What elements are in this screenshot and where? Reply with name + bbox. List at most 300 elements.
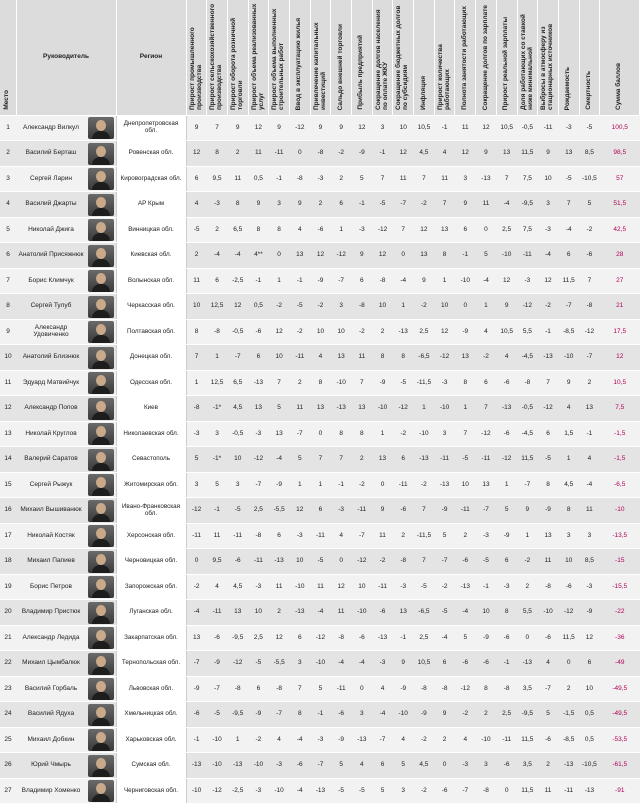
score-cell: 5 xyxy=(455,625,476,651)
score-cell: 10 xyxy=(455,472,476,498)
table-row xyxy=(0,243,640,269)
score-cell: 9 xyxy=(414,268,435,294)
score-cell: -5,5 xyxy=(269,498,290,524)
score-cell: -13 xyxy=(310,778,331,804)
score-cell: 9 xyxy=(352,243,373,269)
table-row xyxy=(0,600,640,626)
score-cell: 2 xyxy=(476,702,497,728)
region-cell: Ровенская обл. xyxy=(116,141,186,167)
score-cell: 7 xyxy=(496,166,517,192)
score-cell: -11 xyxy=(434,447,455,473)
score-cell: -7 xyxy=(372,727,393,753)
score-cell: 2 xyxy=(372,319,393,345)
total-score: -6,5 xyxy=(600,472,640,498)
photo-cell xyxy=(86,676,116,702)
score-cell: 1 xyxy=(269,268,290,294)
score-cell: -6 xyxy=(186,702,207,728)
score-cell: -7 xyxy=(455,778,476,804)
score-cell: 11,5 xyxy=(558,268,579,294)
header-indicator: Ввод в эксплуатацию жилья xyxy=(289,0,310,115)
score-cell: 3 xyxy=(434,421,455,447)
score-cell: -4 xyxy=(289,778,310,804)
score-cell: 10,5 xyxy=(414,651,435,677)
score-cell: -2 xyxy=(579,217,600,243)
score-cell: 8 xyxy=(207,141,228,167)
score-cell: 4 xyxy=(352,753,373,779)
place-cell: 2 xyxy=(0,141,16,167)
score-cell: 13 xyxy=(434,217,455,243)
score-cell: 4 xyxy=(269,727,290,753)
score-cell: -10,5 xyxy=(579,753,600,779)
score-cell: -10 xyxy=(207,727,228,753)
table-row xyxy=(0,447,640,473)
score-cell: -10 xyxy=(434,396,455,422)
score-cell: -13 xyxy=(517,651,538,677)
score-cell: -2 xyxy=(517,549,538,575)
leader-name: Анатолий Присяжнюк xyxy=(16,243,86,269)
score-cell: 2,5 xyxy=(496,217,517,243)
score-cell: -8 xyxy=(496,676,517,702)
score-cell: 12 xyxy=(455,141,476,167)
score-cell: -12 xyxy=(248,447,269,473)
score-cell: 8 xyxy=(538,472,559,498)
score-cell: -9,5 xyxy=(227,625,248,651)
score-cell: 8 xyxy=(269,217,290,243)
score-cell: 2 xyxy=(558,676,579,702)
score-cell: -10 xyxy=(310,651,331,677)
score-cell: 3 xyxy=(186,472,207,498)
score-cell: -11 xyxy=(227,523,248,549)
region-cell: Львовская обл. xyxy=(116,676,186,702)
score-cell: -10 xyxy=(455,268,476,294)
table-header xyxy=(0,0,640,115)
region-cell: Одесская обл. xyxy=(116,370,186,396)
table-row xyxy=(0,676,640,702)
score-cell: 5 xyxy=(352,166,373,192)
score-cell: -12 xyxy=(227,651,248,677)
score-cell: -8 xyxy=(579,294,600,320)
region-cell: Луганская обл. xyxy=(116,600,186,626)
score-cell: -6 xyxy=(372,600,393,626)
region-cell: Запорожская обл. xyxy=(116,574,186,600)
header-place: Место xyxy=(0,0,16,115)
score-cell: 12 xyxy=(227,294,248,320)
score-cell: -8 xyxy=(186,396,207,422)
region-cell: Херсонская обл. xyxy=(116,523,186,549)
photo-cell xyxy=(86,294,116,320)
table-row xyxy=(0,294,640,320)
score-cell: -9 xyxy=(352,141,373,167)
region-cell: Полтавская обл. xyxy=(116,319,186,345)
leader-name: Николай Костяк xyxy=(16,523,86,549)
score-cell: -4 xyxy=(538,243,559,269)
score-cell: 9,5 xyxy=(207,166,228,192)
total-score: 10,5 xyxy=(600,370,640,396)
place-cell: 4 xyxy=(0,192,16,218)
place-cell: 15 xyxy=(0,472,16,498)
score-cell: -6 xyxy=(227,549,248,575)
score-cell: 8 xyxy=(393,345,414,371)
portrait-photo xyxy=(88,729,114,751)
score-cell: 6 xyxy=(538,421,559,447)
score-cell: -10 xyxy=(372,396,393,422)
score-cell: -5 xyxy=(538,447,559,473)
score-cell: -4 xyxy=(331,651,352,677)
score-cell: -3 xyxy=(476,523,497,549)
score-cell: -13 xyxy=(186,753,207,779)
score-cell: -9 xyxy=(310,268,331,294)
score-cell: 9 xyxy=(186,115,207,141)
place-cell: 8 xyxy=(0,294,16,320)
header-total: Сумма баллов xyxy=(600,0,640,115)
score-cell: 6 xyxy=(310,498,331,524)
score-cell: -6 xyxy=(496,625,517,651)
score-cell: 10 xyxy=(579,676,600,702)
region-cell: Винницкая обл. xyxy=(116,217,186,243)
score-cell: 1 xyxy=(414,396,435,422)
score-cell: 10 xyxy=(538,166,559,192)
score-cell: 13 xyxy=(455,345,476,371)
score-cell: 12 xyxy=(372,243,393,269)
score-cell: -8 xyxy=(207,319,228,345)
score-cell: -13 xyxy=(579,778,600,804)
score-cell: 11 xyxy=(372,523,393,549)
score-cell: 4,5 xyxy=(558,472,579,498)
score-cell: 5 xyxy=(310,676,331,702)
score-cell: 7 xyxy=(352,370,373,396)
score-cell: 7 xyxy=(579,268,600,294)
score-cell: 0,5 xyxy=(248,166,269,192)
score-cell: -11 xyxy=(331,676,352,702)
score-cell: -6 xyxy=(289,753,310,779)
portrait-photo xyxy=(88,704,114,726)
score-cell: -8 xyxy=(331,625,352,651)
score-cell: -5 xyxy=(186,217,207,243)
score-cell: -3 xyxy=(434,370,455,396)
score-cell: 13 xyxy=(414,243,435,269)
region-cell: Тернопольская обл. xyxy=(116,651,186,677)
score-cell: 9 xyxy=(393,651,414,677)
score-cell: -11 xyxy=(352,498,373,524)
place-cell: 20 xyxy=(0,600,16,626)
score-cell: 11,5 xyxy=(517,447,538,473)
score-cell: 13 xyxy=(186,625,207,651)
score-cell: -5 xyxy=(558,166,579,192)
score-cell: 5 xyxy=(289,447,310,473)
region-cell: Ивано-Франковская обл. xyxy=(116,498,186,524)
total-score: 98,5 xyxy=(600,141,640,167)
score-cell: -3 xyxy=(331,498,352,524)
score-cell: 5 xyxy=(434,523,455,549)
score-cell: -13 xyxy=(393,319,414,345)
portrait-photo xyxy=(88,347,114,369)
score-cell: 4 xyxy=(331,523,352,549)
score-cell: 0 xyxy=(455,294,476,320)
score-cell: -13 xyxy=(331,396,352,422)
score-cell: -11 xyxy=(496,727,517,753)
total-score: -10 xyxy=(600,498,640,524)
portrait-photo xyxy=(88,474,114,496)
header-indicator: Прирост объема выполненных строительных работ xyxy=(269,0,290,115)
score-cell: 11 xyxy=(207,523,228,549)
score-cell: -12 xyxy=(310,625,331,651)
score-cell: 3 xyxy=(476,753,497,779)
score-cell: -6 xyxy=(538,727,559,753)
score-cell: -12 xyxy=(434,345,455,371)
score-cell: 4 xyxy=(186,192,207,218)
leader-name: Александр Вилкул xyxy=(16,115,86,141)
score-cell: 4 xyxy=(372,676,393,702)
total-score: -1,5 xyxy=(600,421,640,447)
score-cell: -13 xyxy=(455,574,476,600)
header-indicator: Полнота занятости работающих xyxy=(455,0,476,115)
score-cell: -12 xyxy=(538,396,559,422)
score-cell: -9,5 xyxy=(517,702,538,728)
score-cell: 8 xyxy=(558,498,579,524)
score-cell: -2 xyxy=(352,319,373,345)
region-cell: Сумская обл. xyxy=(116,753,186,779)
leader-name: Михаил Вышиванюк xyxy=(16,498,86,524)
portrait-photo xyxy=(88,576,114,598)
score-cell: 7 xyxy=(207,115,228,141)
leader-name: Василий Джарты xyxy=(16,192,86,218)
score-cell: 12 xyxy=(248,115,269,141)
leader-name: Сергей Тулуб xyxy=(16,294,86,320)
score-cell: 12 xyxy=(414,217,435,243)
score-cell: 10 xyxy=(352,574,373,600)
portrait-photo xyxy=(88,143,114,165)
score-cell: -7 xyxy=(517,472,538,498)
score-cell: -6 xyxy=(248,319,269,345)
score-cell: -2 xyxy=(393,421,414,447)
table-row xyxy=(0,166,640,192)
score-cell: 2 xyxy=(269,600,290,626)
score-cell: 6 xyxy=(372,753,393,779)
photo-cell xyxy=(86,523,116,549)
score-cell: 4 xyxy=(455,727,476,753)
score-cell: -7 xyxy=(227,345,248,371)
score-cell: 10 xyxy=(434,294,455,320)
score-cell: -12 xyxy=(558,600,579,626)
total-score: -49 xyxy=(600,651,640,677)
score-cell: 10 xyxy=(248,600,269,626)
score-cell: 7 xyxy=(414,166,435,192)
score-cell: -11 xyxy=(393,472,414,498)
score-cell: 3 xyxy=(331,294,352,320)
score-cell: -5 xyxy=(414,574,435,600)
score-cell: 3 xyxy=(455,166,476,192)
score-cell: 7 xyxy=(558,192,579,218)
score-cell: 6 xyxy=(496,549,517,575)
table-row xyxy=(0,625,640,651)
score-cell: -12 xyxy=(289,115,310,141)
score-cell: -6 xyxy=(496,370,517,396)
score-cell: 4 xyxy=(476,319,497,345)
region-cell: Хмельницкая обл. xyxy=(116,702,186,728)
header-indicator: Доля работающих со ставкой ниже минимальной xyxy=(517,0,538,115)
score-cell: 11 xyxy=(538,549,559,575)
score-cell: 4 xyxy=(434,141,455,167)
portrait-photo xyxy=(88,551,114,573)
score-cell: -8 xyxy=(269,676,290,702)
score-cell: -10 xyxy=(331,370,352,396)
score-cell: -5 xyxy=(331,778,352,804)
score-cell: -1 xyxy=(331,472,352,498)
score-cell: -6 xyxy=(476,651,497,677)
score-cell: 12 xyxy=(352,115,373,141)
total-score: 57 xyxy=(600,166,640,192)
place-cell: 26 xyxy=(0,753,16,779)
header-indicator: Смертность xyxy=(579,0,600,115)
total-score: -36 xyxy=(600,625,640,651)
score-cell: 11 xyxy=(393,166,414,192)
score-cell: -6 xyxy=(455,549,476,575)
place-cell: 16 xyxy=(0,498,16,524)
header-region: Регион xyxy=(116,0,186,115)
score-cell: 10,5 xyxy=(496,115,517,141)
score-cell: 11 xyxy=(352,345,373,371)
header-indicator: Прирост сельскохозяйственного производства xyxy=(207,0,228,115)
portrait-photo xyxy=(88,449,114,471)
score-cell: 3 xyxy=(207,421,228,447)
score-cell: 10 xyxy=(331,319,352,345)
score-cell: 6 xyxy=(393,447,414,473)
score-cell: 12,5 xyxy=(207,294,228,320)
score-cell: -4,5 xyxy=(517,345,538,371)
portrait-photo xyxy=(88,602,114,624)
score-cell: -2 xyxy=(434,574,455,600)
table-row xyxy=(0,268,640,294)
portrait-photo xyxy=(88,398,114,420)
score-cell: 10 xyxy=(558,549,579,575)
score-cell: 5 xyxy=(476,243,497,269)
score-cell: 4 xyxy=(496,345,517,371)
score-cell: 12 xyxy=(476,115,497,141)
score-cell: -7 xyxy=(476,498,497,524)
score-cell: -13 xyxy=(558,753,579,779)
score-cell: -0,5 xyxy=(227,421,248,447)
score-cell: 8 xyxy=(289,702,310,728)
score-cell: -0,5 xyxy=(227,319,248,345)
score-cell: -8 xyxy=(227,676,248,702)
score-cell: 13 xyxy=(393,600,414,626)
score-cell: 0 xyxy=(393,243,414,269)
score-cell: -7 xyxy=(331,268,352,294)
score-cell: -11 xyxy=(289,345,310,371)
photo-cell xyxy=(86,574,116,600)
score-cell: 12 xyxy=(186,141,207,167)
score-cell: 13 xyxy=(476,472,497,498)
total-score: 51,5 xyxy=(600,192,640,218)
score-cell: -9 xyxy=(414,702,435,728)
score-cell: -11 xyxy=(207,600,228,626)
table-row xyxy=(0,498,640,524)
score-cell: 2 xyxy=(393,523,414,549)
place-cell: 27 xyxy=(0,778,16,804)
score-cell: 8 xyxy=(186,319,207,345)
place-cell: 22 xyxy=(0,651,16,677)
score-cell: -2 xyxy=(414,294,435,320)
score-cell: 7 xyxy=(476,396,497,422)
score-cell: 11 xyxy=(269,574,290,600)
score-cell: 1 xyxy=(517,523,538,549)
score-cell: -7 xyxy=(310,753,331,779)
score-cell: 13 xyxy=(310,396,331,422)
score-cell: 2 xyxy=(579,370,600,396)
score-cell: -3 xyxy=(248,574,269,600)
score-cell: -6 xyxy=(538,625,559,651)
score-cell: -3 xyxy=(372,651,393,677)
score-cell: 7 xyxy=(393,217,414,243)
score-cell: 3 xyxy=(558,523,579,549)
score-cell: -7 xyxy=(186,651,207,677)
score-cell: -13 xyxy=(414,447,435,473)
leader-name: Михаил Папиев xyxy=(16,549,86,575)
place-cell: 23 xyxy=(0,676,16,702)
header-indicator: Выбросы в атмосферу из стационарных источников xyxy=(538,0,559,115)
score-cell: -8 xyxy=(538,574,559,600)
score-cell: 6 xyxy=(352,268,373,294)
score-cell: 2 xyxy=(289,370,310,396)
score-cell: 7 xyxy=(372,166,393,192)
score-cell: 0 xyxy=(434,753,455,779)
score-cell: -3 xyxy=(248,421,269,447)
total-score: 42,5 xyxy=(600,217,640,243)
score-cell: 9 xyxy=(558,370,579,396)
score-cell: -13 xyxy=(289,600,310,626)
score-cell: 10 xyxy=(186,294,207,320)
score-cell: -2 xyxy=(538,294,559,320)
score-cell: -11 xyxy=(269,141,290,167)
score-cell: -4 xyxy=(558,217,579,243)
score-cell: 7,5 xyxy=(517,166,538,192)
leader-name: Александр Удовиченко xyxy=(16,319,86,345)
score-cell: -1 xyxy=(310,702,331,728)
score-cell: -13 xyxy=(248,370,269,396)
score-cell: 5 xyxy=(393,753,414,779)
score-cell: 10,5 xyxy=(414,115,435,141)
score-cell: -0,5 xyxy=(517,396,538,422)
score-cell: 13 xyxy=(227,600,248,626)
score-cell: 8 xyxy=(372,345,393,371)
score-cell: 12 xyxy=(331,574,352,600)
score-cell: -4 xyxy=(227,243,248,269)
score-cell: -11 xyxy=(558,778,579,804)
score-cell: 7 xyxy=(434,192,455,218)
score-cell: -8 xyxy=(414,676,435,702)
score-cell: 7 xyxy=(310,447,331,473)
table-row xyxy=(0,702,640,728)
score-cell: -7 xyxy=(248,472,269,498)
score-cell: -1 xyxy=(476,574,497,600)
leader-name: Борис Петров xyxy=(16,574,86,600)
score-cell: 11,5 xyxy=(558,625,579,651)
score-cell: 1 xyxy=(372,421,393,447)
table-row xyxy=(0,115,640,141)
score-cell: -3 xyxy=(455,753,476,779)
photo-cell xyxy=(86,243,116,269)
score-cell: 8 xyxy=(476,676,497,702)
score-cell: 11 xyxy=(455,115,476,141)
score-cell: 12 xyxy=(434,319,455,345)
portrait-photo xyxy=(88,500,114,522)
score-cell: -12 xyxy=(372,217,393,243)
place-cell: 3 xyxy=(0,166,16,192)
total-score: -13,5 xyxy=(600,523,640,549)
score-cell: 12 xyxy=(538,268,559,294)
score-cell: 0,5 xyxy=(579,727,600,753)
score-cell: 3,5 xyxy=(517,676,538,702)
